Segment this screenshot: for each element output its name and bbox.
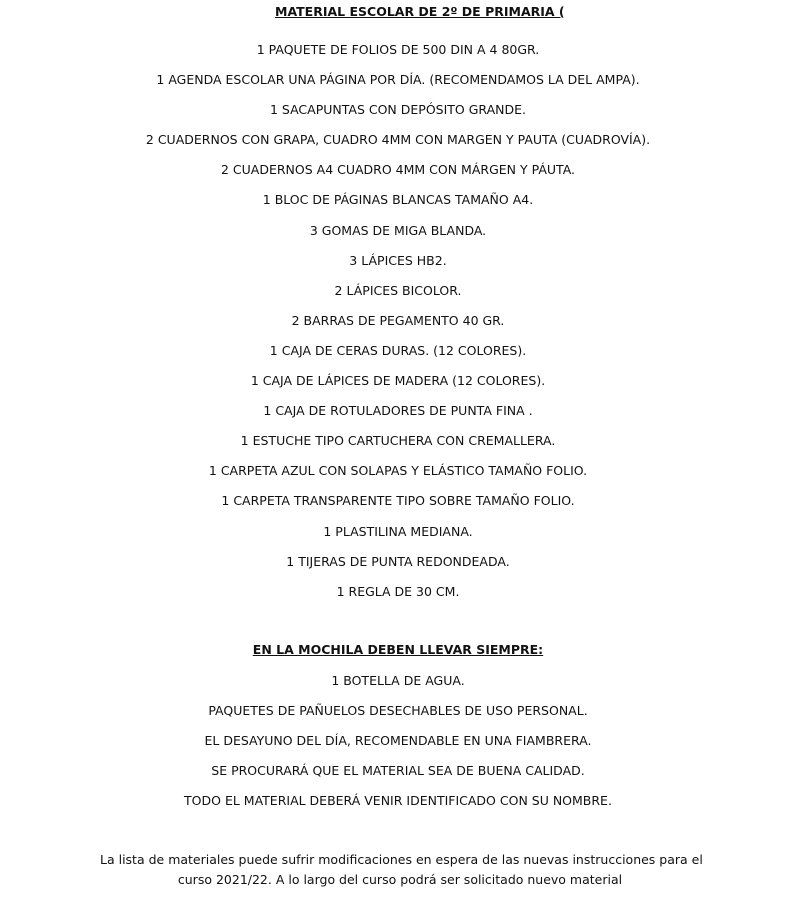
document-title: MATERIAL ESCOLAR DE 2º DE PRIMARIA (	[275, 4, 565, 19]
list-item: 2 BARRAS DE PEGAMENTO 40 GR.	[291, 312, 505, 328]
list-item: SE PROCURARÁ QUE EL MATERIAL SEA DE BUENA CALIDAD.	[211, 763, 585, 778]
list-item: 1 AGENDA ESCOLAR UNA PÁGINA POR DÍA. (RECOMENDAMOS LA DEL AMPA).	[156, 72, 640, 88]
materials-list	[0, 41, 796, 613]
list-item: TODO EL MATERIAL DEBERÁ VENIR IDENTIFICADO CON SU NOMBRE.	[184, 793, 612, 808]
backpack-list	[0, 672, 796, 822]
footnote-line: La lista de materiales puede sufrir modificaciones en espera de las nuevas instrucciones para el	[100, 852, 703, 867]
list-item: 1 CARPETA TRANSPARENTE TIPO SOBRE TAMAÑO FOLIO.	[221, 493, 575, 509]
footnote-line: curso 2021/22. A lo largo del curso podrá ser solicitado nuevo material	[177, 872, 623, 887]
list-item: 1 PLASTILINA MEDIANA.	[323, 523, 473, 539]
list-item: 1 TIJERAS DE PUNTA REDONDEADA.	[286, 553, 510, 569]
list-item: 1 CAJA DE CERAS DURAS. (12 COLORES).	[269, 342, 527, 358]
list-item: 2 LÁPICES BICOLOR.	[334, 282, 462, 298]
list-item: 1 CARPETA AZUL CON SOLAPAS Y ELÁSTICO TAMAÑO FOLIO.	[208, 463, 588, 479]
list-item: 3 GOMAS DE MIGA BLANDA.	[309, 222, 487, 238]
list-item: 3 LÁPICES HB2.	[349, 252, 447, 268]
footnote	[100, 850, 703, 890]
list-item: 1 PAQUETE DE FOLIOS DE 500 DIN A 4 80GR.	[256, 42, 540, 57]
list-item: 1 BOTELLA DE AGUA.	[331, 673, 465, 688]
list-item: 2 CUADERNOS CON GRAPA, CUADRO 4MM CON MARGEN Y PAUTA (CUADROVÍA).	[145, 132, 651, 148]
list-item: PAQUETES DE PAÑUELOS DESECHABLES DE USO PERSONAL.	[208, 703, 588, 718]
backpack-section-title: EN LA MOCHILA DEBEN LLEVAR SIEMPRE:	[252, 642, 544, 657]
list-item: 1 REGLA DE 30 CM.	[336, 583, 460, 599]
list-item: 1 ESTUCHE TIPO CARTUCHERA CON CREMALLERA.	[240, 433, 556, 449]
list-item: EL DESAYUNO DEL DÍA, RECOMENDABLE EN UNA FIAMBRERA.	[204, 733, 592, 748]
list-item: 1 CAJA DE LÁPICES DE MADERA (12 COLORES).	[250, 373, 546, 389]
list-item: 2 CUADERNOS A4 CUADRO 4MM CON MÁRGEN Y PÁUTA.	[220, 162, 576, 178]
list-item: 1 SACAPUNTAS CON DEPÓSITO GRANDE.	[270, 102, 526, 118]
list-item: 1 CAJA DE ROTULADORES DE PUNTA FINA .	[263, 403, 533, 419]
list-item: 1 BLOC DE PÁGINAS BLANCAS TAMAÑO A4.	[262, 192, 534, 208]
